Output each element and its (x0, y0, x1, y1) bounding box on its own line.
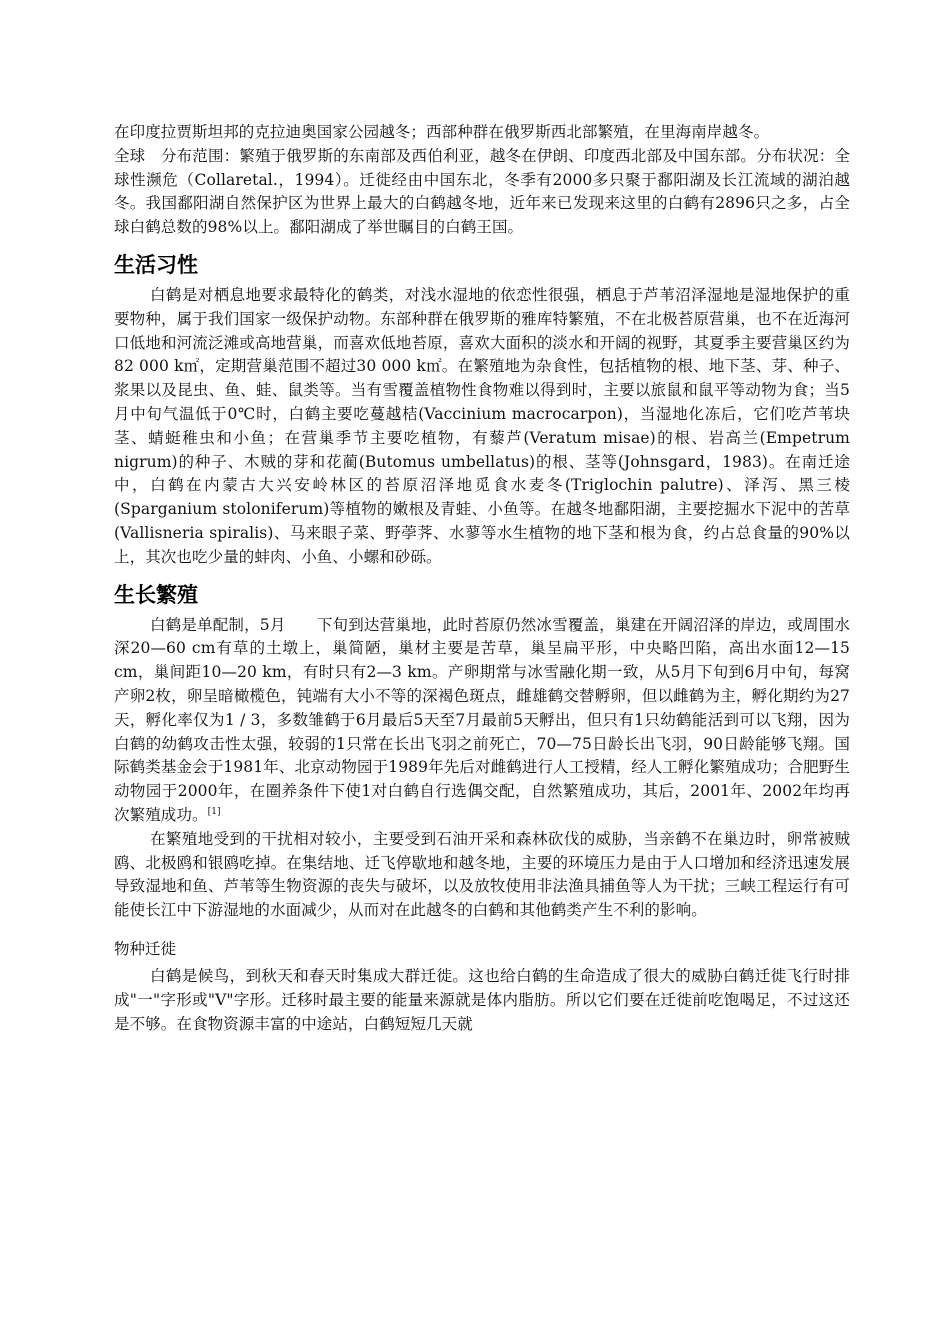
document-body (114, 121, 850, 1036)
paragraph-wintering: 在印度拉贾斯坦邦的克拉迪奥国家公园越冬；西部种群在俄罗斯西北部繁殖，在里海南岸越冬。 (114, 123, 770, 141)
paragraph-habits: 白鹤是对栖息地要求最特化的鹤类，对浅水湿地的依恋性很强，栖息于芦苇沼泽湿地是湿地保护的重要物种，属于我们国家一级保护动物。东部种群在俄罗斯的雅库特繁殖，不在北极苔原营巢，也不在近海河口低地和河流泛滩或高地营巢，而喜欢低地苔原，喜欢大面积的淡水和开阔的视野，其夏季主要营巢区约为82 000 k㎡，定期营巢范围不超过30 000 k㎡。在繁殖地为杂食性，包括植物的根、地下茎、芽、种子、浆果以及昆虫、鱼、蛙、鼠类等。当有雪覆盖植物性食物难以得到时，主要以旅鼠和鼠平等动物为食；当5月中旬气温低于0℃时，白鹤主要吃蔓越桔(Vaccinium macrocarpon)，当湿地化冻后，它们吃芦苇块茎、蜻蜓稚虫和小鱼；在营巢季节主要吃植物，有藜芦(Veratum misae)的根、岩高兰(Empetrum nigrum)的种子、木贼的芽和花蔺(Butomus umbellatus)的根、茎等(Johnsgard，1983)。在南迁途中，白鹤在内蒙古大兴安岭林区的苔原沼泽地觅食水麦冬(Triglochin palutre)、泽泻、黑三棱(Sparganium stoloniferum)等植物的嫩根及青蛙、小鱼等。在越冬地鄱阳湖，主要挖掘水下泥中的苦草(Vallisneria spiralis)、马来眼子菜、野荸荠、水蓼等水生植物的地下茎和根为食，约占总食量的90%以上，其次也吃少量的蚌肉、小鱼、小螺和砂砾。 (114, 285, 850, 566)
citation-ref[interactable]: [1] (207, 806, 221, 817)
heading-migration: 物种迁徙 (114, 939, 177, 958)
paragraph-threats: 在繁殖地受到的干扰相对较小，主要受到石油开采和森林砍伐的威胁，当亲鹤不在巢边时，卵常被贼鸥、北极鸥和银鸥吃掉。在集结地、迁飞停歇地和越冬地，主要的环境压力是由于人口增加和经济迅速发展导致湿地和鱼、芦苇等生物资源的丧失与破坏，以及放牧使用非法渔具捕鱼等人为干扰；三峡工程运行有可能使长江中下游湿地的水面减少，从而对在此越冬的白鹤和其他鹤类产生不利的影响。 (114, 829, 850, 920)
heading-habits: 生活习性 (114, 252, 198, 277)
paragraph-migration: 白鹤是候鸟，到秋天和春天时集成大群迁徙。这也给白鹤的生命造成了很大的威胁白鹤迁徙飞行时排成"一"字形或"V"字形。迁移时最主要的能量来源就是体内脂肪。所以它们要在迁徙前吃饱喝足，不过这还是不够。在食物资源丰富的中途站，白鹤短短几天就 (114, 966, 850, 1033)
breeding-text: 白鹤是单配制，5月 下旬到达营巢地，此时苔原仍然冰雪覆盖，巢建在开阔沼泽的岸边，或周围水深20—60 cm有草的土墩上，巢简陋，巢材主要是苦草，巢呈扁平形，中央略凹陷，高出水面12—15 cm，巢间距10—20 km，有时只有2—3 km。产卵期常与冰雪融化期一致，从5月下旬到6月中旬，每窝产卵2枚，卵呈暗橄榄色，钝端有大小不等的深褐色斑点，雌雄鹤交替孵卵，但以雌鹤为主，孵化期约为27天，孵化率仅为1 / 3，多数雏鹤于6月最后5天至7月最前5天孵出，但只有1只幼鹤能活到可以飞翔，因为白鹤的幼鹤攻击性太强，较弱的1只常在长出飞羽之前死亡，70—75日龄长出飞羽，90日龄能够飞翔。国际鹤类基金会于1981年、北京动物园于1989年先后对雌鹤进行人工授精，经人工孵化繁殖成功；合肥野生动物园于2000年，在圈养条件下使1对白鹤自行选偶交配，自然繁殖成功，其后，2001年、2002年均再次繁殖成功。 (114, 615, 850, 824)
heading-breeding: 生长繁殖 (114, 582, 198, 607)
paragraph-distribution: 全球 分布范围：繁殖于俄罗斯的东南部及西伯利亚，越冬在伊朗、印度西北部及中国东部。分布状况：全球性濒危（Collaretal.，1994）。迁徙经由中国东北，冬季有2000多只聚于鄱阳湖及长江流域的湖泊越冬。我国鄱阳湖自然保护区为世界上最大的白鹤越冬地，近年来已发现来这里的白鹤有2896只之多，占全球白鹤总数的98%以上。鄱阳湖成了举世瞩目的白鹤王国。 (114, 146, 850, 237)
paragraph-breeding (114, 614, 850, 828)
